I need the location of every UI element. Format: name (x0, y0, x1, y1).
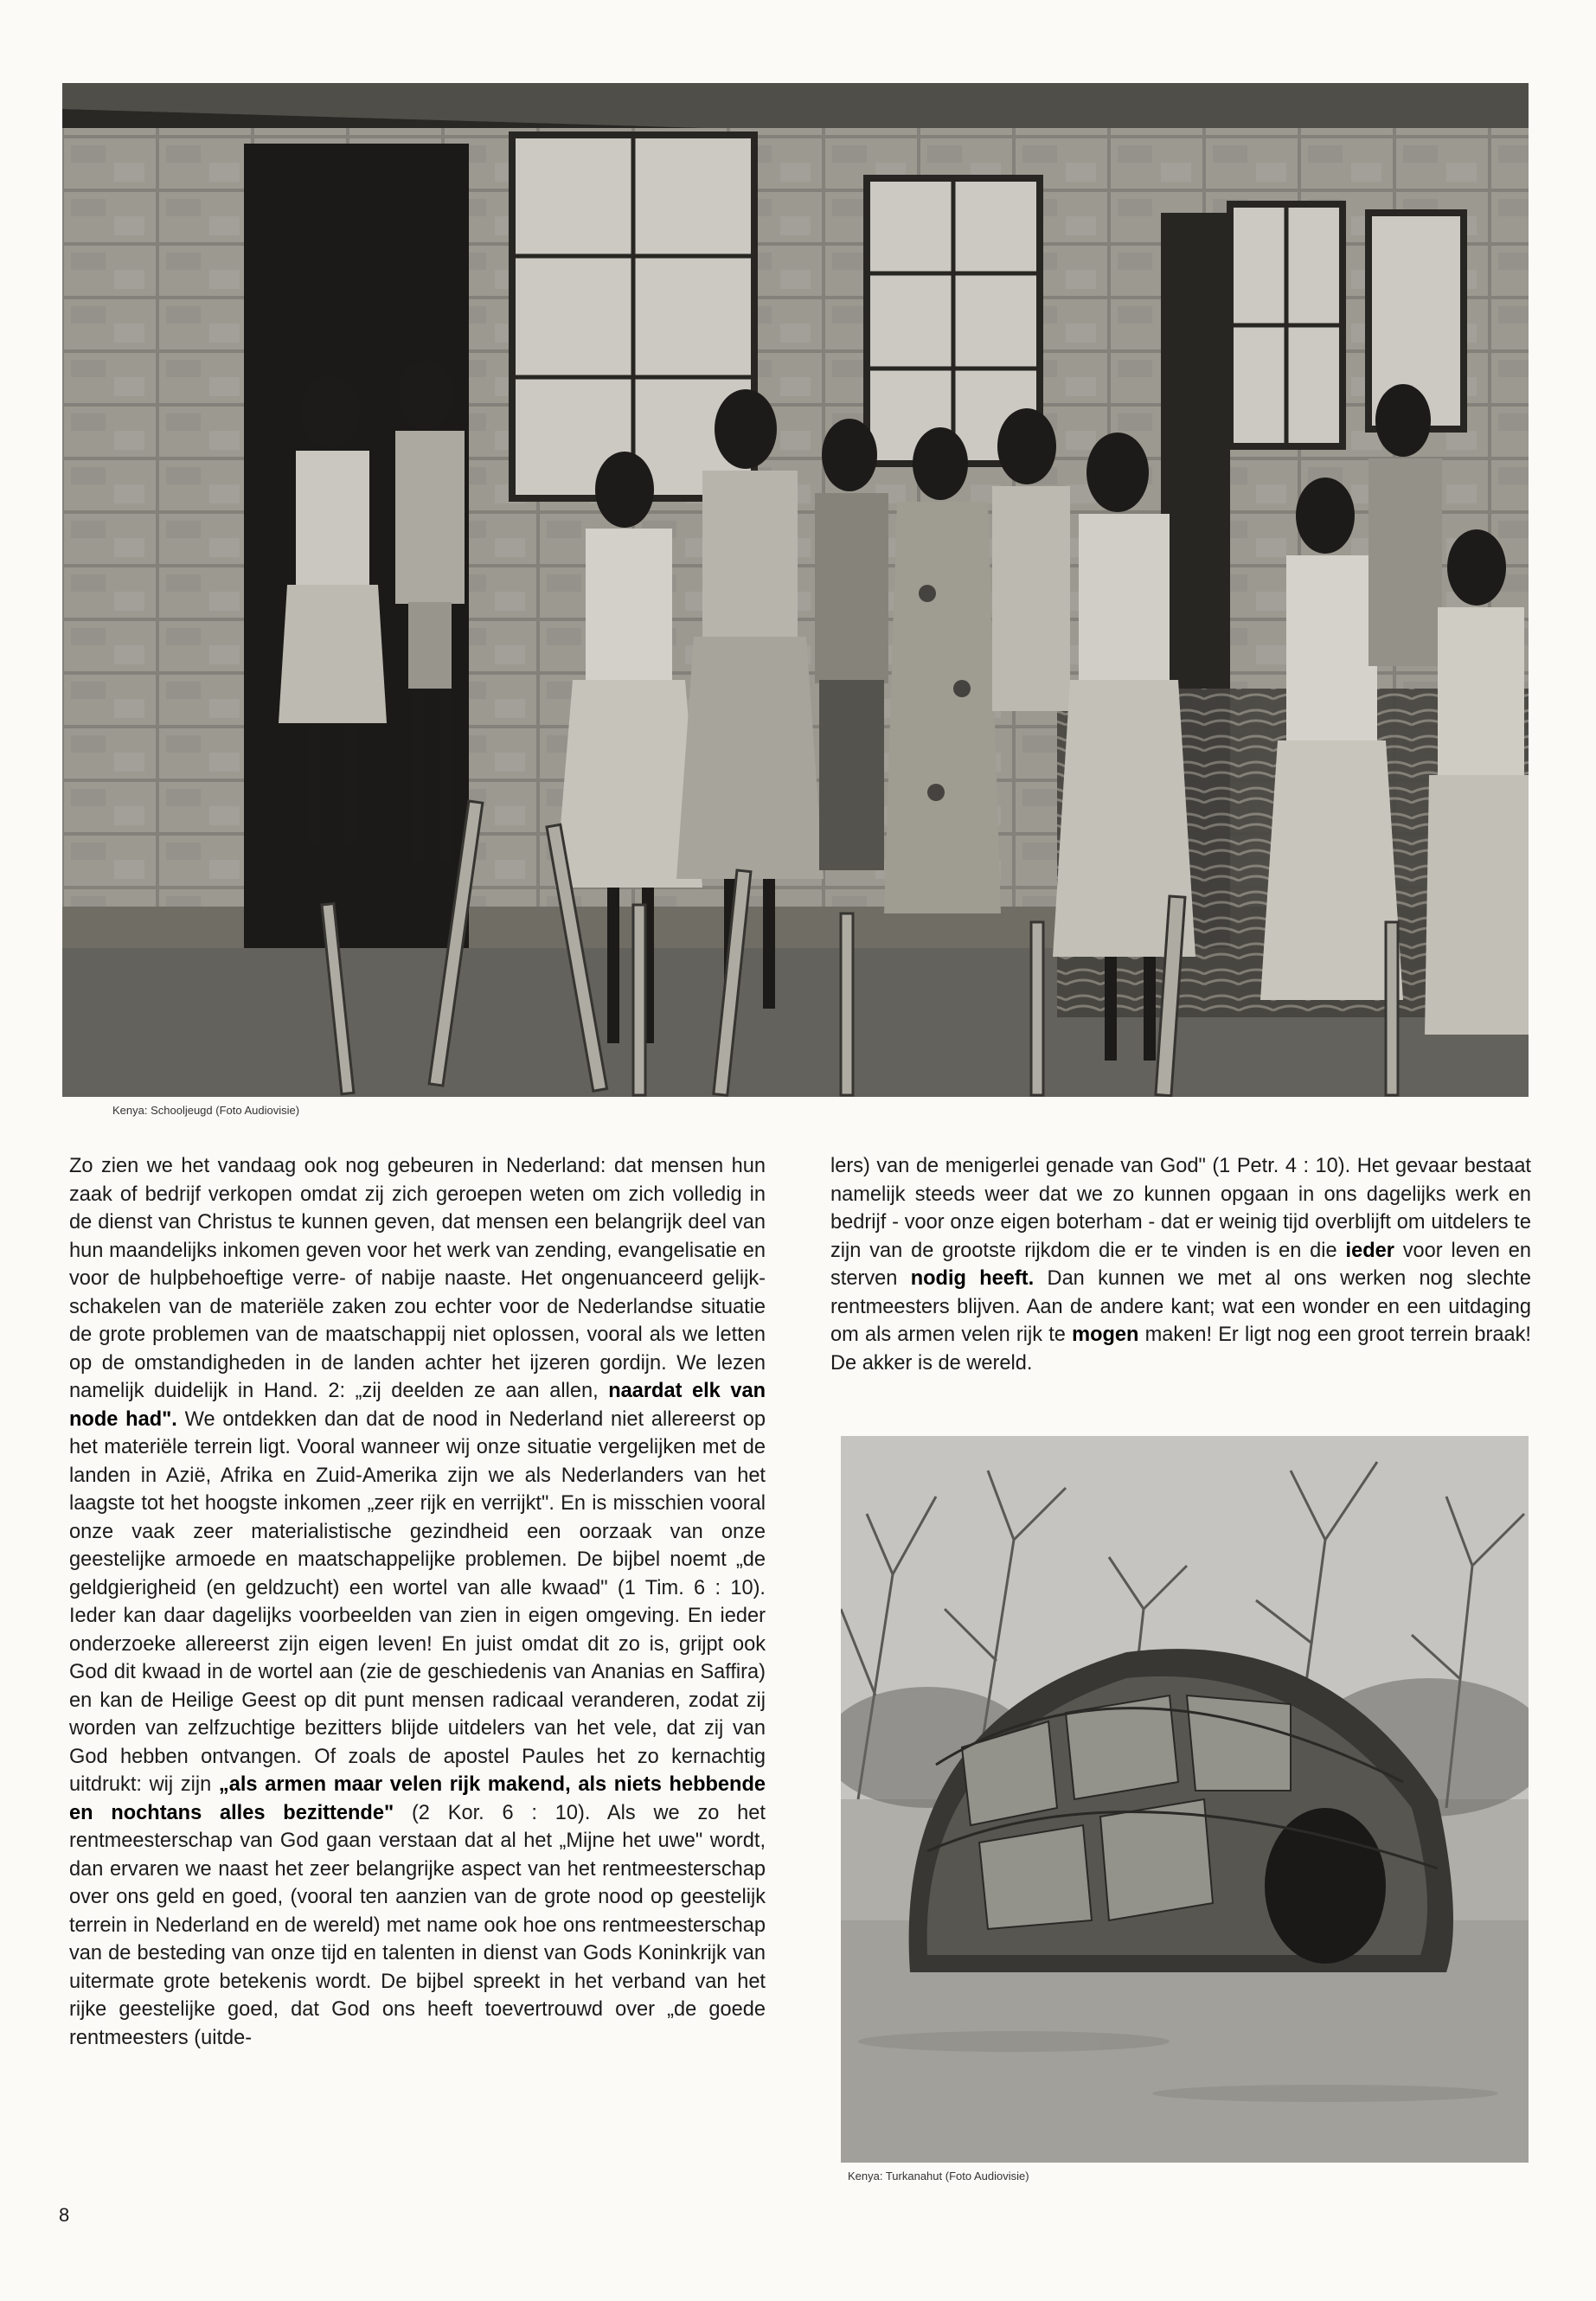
article-right-column (830, 1152, 1531, 1377)
photo-hut (841, 1436, 1529, 2163)
photo-caption-top: Kenya: Schooljeugd (Foto Audiovisie) (112, 1104, 300, 1117)
article-left-paragraph: Zo zien we het vandaag ook nog gebeuren in Nederland: dat mensen hun zaak of bedrijf verkopen omdat zij zich geroepen weten om zich volledig in de dienst van Christus te kunnen geven, dat mensen een belangrijk deel van hun maandelijks inkomen geven voor het werk van zending, evangelisatie en voor de hulpbehoeftige verre- of nabije naaste. Het ongenuanceerd gelijkschakelen van de materiële zaken zou echter voor de Nederlandse situatie de grote problemen van de maatschappij niet oplossen, vooral als we letten op de omstandigheden in de landen achter het ijzeren gordijn. We lezen namelijk duidelijk in Hand. 2: „zij deelden ze aan allen, naardat elk van node had". We ontdekken dan dat de nood in Nederland niet allereerst op het materiële terrein ligt. Vooral wanneer wij onze situatie vergelijken met de landen in Azië, Afrika en Zuid-Amerika zijn we als Nederlanders van het laagste tot het hoogste inkomen „zeer rijk en verrijkt". En is misschien vooral onze vaak zeer materialistische gezindheid een oorzaak van onze geestelijke armoede en maatschappelijke problemen. De bijbel noemt „de geldgierigheid (en geldzucht) een wortel van alle kwaad" (1 Tim. 6 : 10). Ieder kan daar dagelijks voorbeelden van zien in eigen omgeving. En ieder onderzoeke allereerst zijn eigen leven! En juist omdat dit zo is, grijpt ook God dit kwaad in de wortel aan (zie de geschiedenis van Ananias en Saffira) en kan de Heilige Geest op dit punt mensen radicaal veranderen, zodat zij worden van zelfzuchtige bezitters blijde uitdelers van het vele, dat zij van God hebben ontvangen. Of zoals de apostel Paules het zo kernachtig uitdrukt: wij zijn „als armen maar velen rijk makend, als niets hebbende en nochtans alles bezittende" (2 Kor. 6 : 10). Als we zo het rentmeesterschap van God gaan verstaan dat al het „Mijne het uwe" wordt, dan ervaren we naast het zeer belangrijke aspect van het rentmeesterschap over ons geld en goed, (vooral ten aanzien van de grote nood op geestelijk terrein in Nederland en de wereld) met name ook hoe ons rentmeesterschap van de besteding van onze tijd en talenten in dienst van Gods Koninkrijk van uitermate grote betekenis wordt. De bijbel spreekt in het verband van het rijke geestelijke goed, dat God ons heeft toevertrouwd over „de goede rentmeesters (uitde- (69, 1155, 766, 2049)
schoolchildren-illustration (62, 83, 1529, 1097)
article-left-column (69, 1152, 766, 2052)
article-right-paragraph: lers) van de menigerlei genade van God" (1 Petr. 4 : 10). Het gevaar bestaat namelijk steeds weer dat we zo kunnen opgaan in ons dagelijks werk en bedrijf - voor onze eigen boterham - dat er weinig tijd overblijft om uitdelers te zijn van de grootste rijkdom die er te vinden is en die ieder voor leven en sterven nodig heeft. Dan kunnen we met al ons werken nog slechte rentmeesters blijven. Aan de andere kant; wat een wonder en een uitdaging om als armen velen rijk te mogen maken! Er ligt nog een groot terrein braak! De akker is de wereld. (830, 1155, 1531, 1375)
photo-schoolchildren (62, 83, 1529, 1097)
photo-caption-bottom: Kenya: Turkanahut (Foto Audiovisie) (848, 2170, 1029, 2182)
hut-illustration (841, 1436, 1529, 2163)
page-number: 8 (59, 2204, 70, 2226)
